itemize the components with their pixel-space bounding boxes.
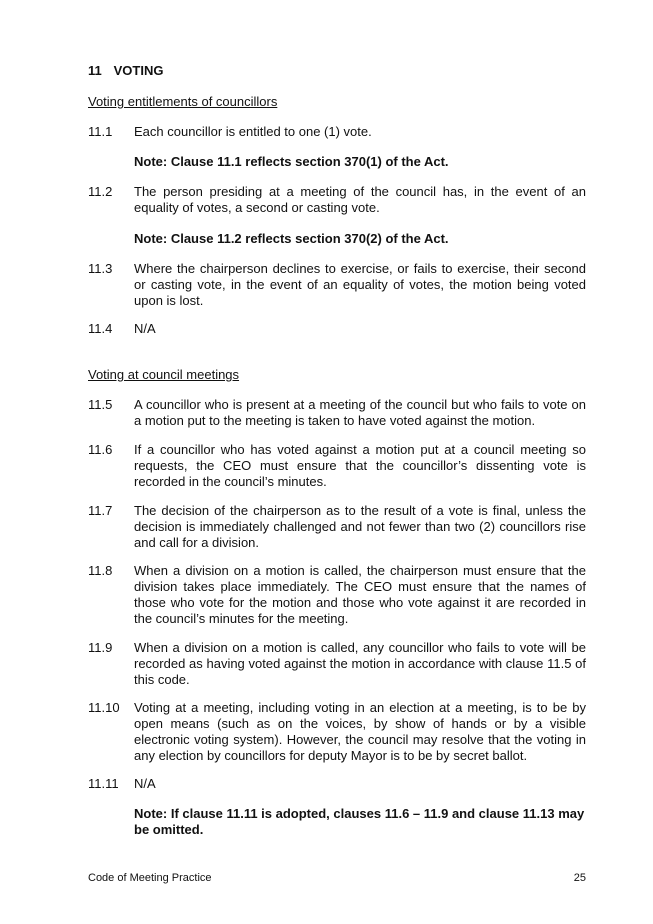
clause-11-10	[88, 700, 586, 764]
subheading-voting-at-meetings: Voting at council meetings	[88, 367, 240, 382]
clause-number: 11.3	[88, 261, 113, 276]
clause-text: The person presiding at a meeting of the council has, in the event of an equality of votes, a second or casting vote.	[134, 184, 586, 215]
clause-number: 11.6	[88, 442, 113, 457]
clause-text: Voting at a meeting, including voting in an election at a meeting, is to be by open means (such as on the voices, by show of hands or by a visible electronic voting system). However, the council may resolve that the voting in any election by councillors for deputy Mayor is to be by secret ballot.	[134, 700, 586, 763]
clause-number: 11.4	[88, 321, 113, 336]
subheading-voting-entitlements: Voting entitlements of councillors	[88, 94, 278, 109]
clause-number: 11.1	[88, 124, 113, 139]
clause-number: 11.8	[88, 563, 113, 578]
note-11-2: Note: Clause 11.2 reflects section 370(2) of the Act.	[134, 231, 449, 246]
clause-number: 11.5	[88, 397, 113, 412]
clause-number: 11.11	[88, 776, 119, 791]
clause-11-9	[88, 640, 586, 688]
section-heading	[88, 63, 163, 78]
page-number: 25	[573, 872, 586, 884]
clause-number: 11.9	[88, 640, 113, 655]
clause-11-11	[88, 776, 586, 792]
clause-number: 11.10	[88, 700, 120, 715]
clause-text: N/A	[134, 776, 156, 791]
clause-11-1	[88, 124, 586, 140]
section-title: VOTING	[113, 63, 164, 78]
clause-11-8	[88, 563, 586, 627]
clause-number: 11.2	[88, 184, 113, 199]
clause-text: N/A	[134, 321, 156, 336]
clause-text: Where the chairperson declines to exercise, or fails to exercise, their second or casting vote, in the event of an equality of votes, the motion being voted upon is lost.	[134, 261, 586, 308]
page-footer	[88, 872, 586, 884]
clause-11-6	[88, 442, 586, 490]
footer-document-title: Code of Meeting Practice	[88, 872, 212, 884]
note-11-11: Note: If clause 11.11 is adopted, clauses 11.6 – 11.9 and clause 11.13 may be omitted.	[134, 806, 585, 837]
clause-text: If a councillor who has voted against a motion put at a council meeting so requests, the CEO must ensure that the councillor’s dissenting vote is recorded in the council’s minutes.	[134, 442, 586, 489]
section-number: 11	[88, 63, 102, 78]
clause-text: The decision of the chairperson as to the result of a vote is final, unless the decision is immediately challenged and not fewer than two (2) councillors rise and call for a division.	[134, 503, 586, 550]
clause-11-7	[88, 503, 586, 551]
clause-11-5	[88, 397, 586, 429]
note-11-1: Note: Clause 11.1 reflects section 370(1) of the Act.	[134, 154, 449, 169]
clause-11-3	[88, 261, 586, 309]
clause-text: A councillor who is present at a meeting of the council but who fails to vote on a motion put to the meeting is taken to have voted against the motion.	[134, 397, 586, 428]
clause-11-4	[88, 321, 586, 337]
clause-11-2	[88, 184, 586, 216]
clause-number: 11.7	[88, 503, 113, 518]
clause-text: When a division on a motion is called, any councillor who fails to vote will be recorded as having voted against the motion in accordance with clause 11.5 of this code.	[134, 640, 586, 687]
clause-text: Each councillor is entitled to one (1) vote.	[134, 124, 372, 139]
clause-text: When a division on a motion is called, the chairperson must ensure that the division takes place immediately. The CEO must ensure that the names of those who vote for the motion and those who vote against it are recorded in the council’s minutes for the meeting.	[134, 563, 586, 626]
